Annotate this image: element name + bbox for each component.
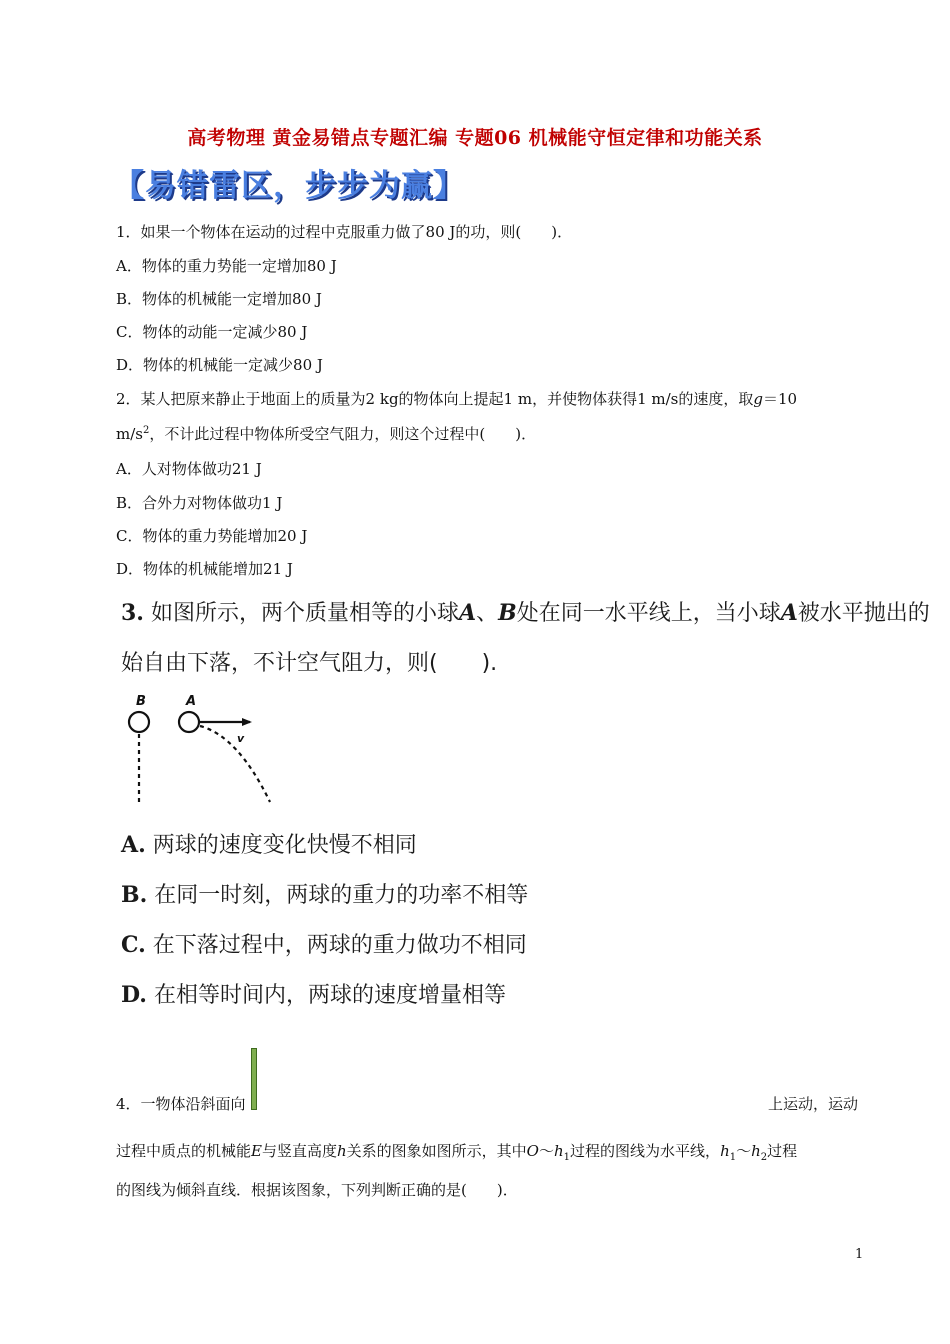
q2-option-a: A．人对物体做功21 J [116, 460, 262, 478]
q4-symbol-h2: h [751, 1142, 761, 1160]
q3-label-a: A [458, 600, 477, 626]
q2-unit-exponent: 2 [142, 425, 150, 436]
q3-line1-mid: 处在同一水平线上，当小球 [516, 601, 781, 626]
q4-symbol-o: O [526, 1142, 539, 1160]
q1-option-b: B．物体的机械能一定增加80 J [116, 290, 322, 308]
q4-tilde-2: ～ [736, 1142, 752, 1160]
q4-line2-text: 过程中质点的机械能 [116, 1142, 252, 1160]
figure-label-a: A [186, 694, 197, 709]
section-banner: 【易错雷区，步步为赢】 [113, 168, 465, 204]
q3-option-d [121, 978, 506, 1009]
q3-option-a-letter: A. [121, 832, 146, 858]
q3-option-a [121, 828, 417, 859]
q4-tilde-1: ～ [538, 1142, 554, 1160]
q4-sub-2: 2 [760, 1152, 768, 1163]
q2-option-c: C．物体的重力势能增加20 J [116, 527, 308, 545]
q4-stem-line3: 的图线为倾斜直线．根据该图象，下列判断正确的是( )． [116, 1181, 518, 1199]
ball-a-trajectory [200, 726, 270, 802]
q4-sub-1: 1 [563, 1152, 571, 1163]
q3-option-b [121, 878, 528, 909]
q3-label-b: B [498, 600, 517, 626]
q4-stem-line1-right: 上运动，运动 [768, 1095, 859, 1113]
q4-sub-1b: 1 [729, 1152, 737, 1163]
q1-option-a: A．物体的重力势能一定增加80 J [116, 257, 337, 275]
q3-stem-line1 [121, 596, 930, 627]
q2-stem-line1 [116, 388, 797, 409]
q4-line2-text-d: 过程的图线为水平线， [570, 1142, 721, 1160]
q3-option-a-text: 两球的速度变化快慢不相同 [152, 833, 417, 858]
q3-option-b-text: 在同一时刻，两球的重力的功率不相等 [154, 883, 529, 908]
q1-option-d: D．物体的机械能一定减少80 J [116, 356, 323, 374]
q2-option-d: D．物体的机械能增加21 J [116, 560, 293, 578]
q2-line1-tail: ＝10 [762, 390, 798, 408]
q4-line2-text-b: 与竖直高度 [261, 1142, 337, 1160]
q3-number: 3. [121, 600, 144, 626]
q3-option-d-text: 在相等时间内，两球的速度增量相等 [153, 983, 506, 1008]
document-title: 高考物理 黄金易错点专题汇编 专题06 机械能守恒定律和功能关系 [187, 127, 763, 149]
q3-option-c-letter: C. [121, 932, 146, 958]
figure-label-b: B [136, 694, 146, 709]
q4-symbol-h1b: h [720, 1142, 730, 1160]
velocity-symbol: v [237, 732, 245, 745]
inline-image-placeholder [251, 1048, 257, 1110]
q3-label-a2: A [780, 600, 798, 626]
q3-line1-tail: 被水平抛出的 [797, 601, 930, 626]
q4-symbol-h1: h [554, 1142, 564, 1160]
q4-symbol-h: h [336, 1142, 347, 1160]
ball-a [179, 712, 199, 732]
ball-b [129, 712, 149, 732]
page-number: 1 [855, 1247, 864, 1262]
q3-sep: 、 [476, 601, 499, 626]
q3-stem-line2: 始自由下落，不计空气阻力，则( ). [121, 651, 498, 676]
q3-option-c-text: 在下落过程中，两球的重力做功不相同 [152, 933, 527, 958]
q1-stem: 1．如果一个物体在运动的过程中克服重力做了80 J的功，则( )． [116, 223, 573, 241]
q1-option-c: C．物体的动能一定减少80 J [116, 323, 308, 341]
q3-option-d-letter: D. [121, 982, 147, 1008]
q2-line1-text: 2．某人把原来静止于地面上的质量为2 kg的物体向上提起1 m，并使物体获得1 m/s的速度，取 [116, 390, 754, 408]
q4-stem-line2 [116, 1140, 797, 1163]
q2-line2-text: ，不计此过程中物体所受空气阻力，则这个过程中( )． [149, 425, 537, 443]
q4-line2-text-e: 过程 [767, 1142, 798, 1160]
q2-option-b: B．合外力对物体做功1 J [116, 494, 283, 512]
q3-option-c [121, 928, 527, 959]
q4-stem-line1-left: 4．一物体沿斜面向 [116, 1095, 246, 1113]
q3-figure [118, 688, 288, 810]
q2-unit: m/s [116, 425, 143, 443]
q3-line1-text: 如图所示，两个质量相等的小球 [150, 601, 459, 626]
q3-option-b-letter: B. [121, 882, 148, 908]
q2-stem-line2 [116, 423, 536, 444]
velocity-arrowhead [242, 718, 252, 726]
q4-symbol-e: E [251, 1142, 262, 1160]
q4-line2-text-c: 关系的图象如图所示，其中 [346, 1142, 527, 1160]
q2-g-symbol: g [753, 390, 763, 408]
